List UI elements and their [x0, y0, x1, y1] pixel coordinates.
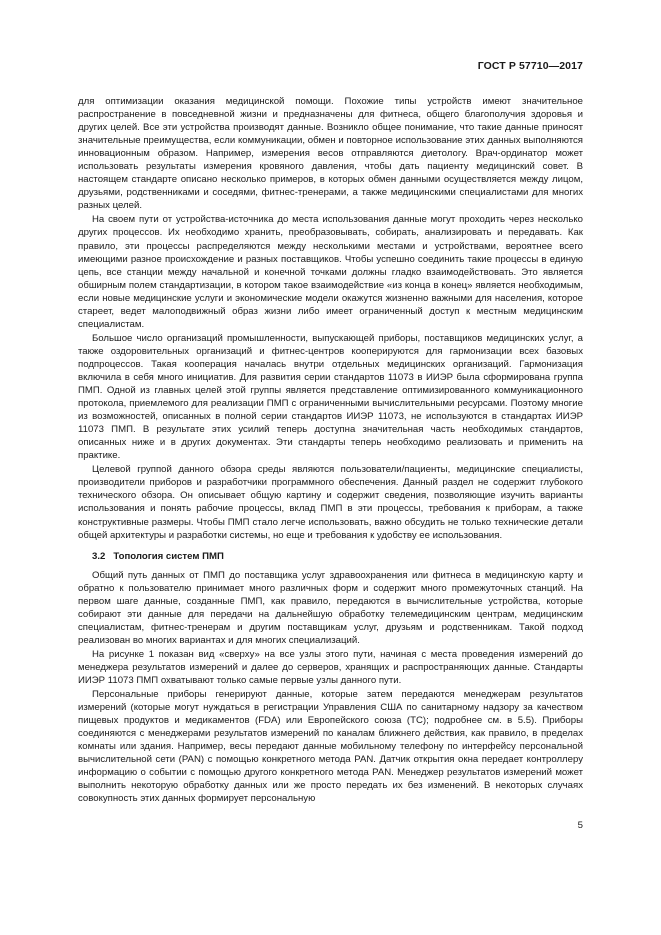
section-title: Топология систем ПМП — [113, 550, 224, 562]
page-number: 5 — [577, 820, 583, 831]
paragraph: На рисунке 1 показан вид «сверху» на все узлы этого пути, начиная с места проведения измерений до менеджера результатов измерений и далее до серверов, хранящих и распространяющих данные. Стандарты ИИЭР 11073 ПМП охватывают только самые первые узлы данного пути. — [78, 648, 583, 686]
document-code: ГОСТ Р 57710—2017 — [477, 60, 583, 72]
paragraph: На своем пути от устройства-источника до места использования данные могут проходить через несколько других процессов. Их необходимо хранить, преобразовывать, собирать, анализировать и передавать. Как правило, эти процессы распределяются между несколькими местами и устройствами, вероятнее всего имеющими разное происхождение и разных поставщиков. Чтобы успешно соединить такие процессы в единую цепь, все станции между начальной и конечной точками должны гладко взаимодействовать. Это является обширным полем стандартизации, в котором такое взаимодействие «из конца в конец» является необходимым, если новые медицинские услуги и экономические модели окажутся жизненно важными для населения, которое стареет, ведет малоподвижный образ жизни либо имеет ограниченный доступ к местным медицинским специалистам. — [78, 214, 583, 330]
paragraph: для оптимизации оказания медицинской помощи. Похожие типы устройств имеют значительное распространение в повседневной жизни и предназначены для фитнеса, общего благополучия здоровья и других целей. Все эти устройства производят данные. Возникло общее понимание, что такие данные приносят значительные преимущества, если коммуникации, обмен и повторное использование этих данных выполняются инновационным образом. Например, измерения весов отправляются диетологу. Врач-ординатор может использовать результаты измерения кровяного давления, чтобы дать пациенту медицинский совет. В настоящем стандарте описано несколько примеров, в которых обмен данными осуществляется между лицом, друзьями, родственниками и соседями, фитнес-тренерами, а также медицинскими специалистами для многих разных целей. — [78, 96, 583, 212]
section-heading — [92, 550, 583, 563]
paragraph: Целевой группой данного обзора среды являются пользователи/пациенты, медицинские специалисты, производители приборов и разработчики программного обеспечения. Данный раздел не содержит глубокого технического обзора. Он описывает общую картину и содержит сведения, позволяющие изучить варианты использования и понять рабочие процессы, вклад ПМП в эти процессы, требования к приборам, а также конструктивные размеры. Чтобы ПМП стало легче использовать, важно обсудить не только технические детали общей архитектуры и разработки системы, но еще и требования к удобству ее использования. — [78, 464, 583, 541]
paragraph: Общий путь данных от ПМП до поставщика услуг здравоохранения или фитнеса в медицинскую карту и обратно к пользователю принимает много различных форм и содержит много промежуточных станций. На первом шаге данные, созданные ПМП, как правило, передаются в вычислительные устройства, которые собирают эти данные для передачи на дальнейшую обработку телемедицинским центрам, медицинским специалистам, фитнес-тренерам и другим поставщикам услуг, друзьям и родственникам. Такой подход реализован во многих вариантах и для многих специализаций. — [78, 569, 583, 646]
document-body — [78, 95, 583, 805]
paragraph: Большое число организаций промышленности, выпускающей приборы, поставщиков медицинских услуг, а также оздоровительных организаций и фитнес-центров кооперируются для гармонизации всех базовых подпроцессов. Такая кооперация началась внутри отдельных медицинских организаций. Гармонизация включила в себя много инициатив. Для развития серии стандартов 11073 в ИИЭР была сформирована группа ПМП. Одной из главных целей этой группы является представление оптимизированного коммуникационного протокола, приемлемого для реализации ПМП с ограниченными вычислительными ресурсами. Поэтому многие из возможностей, описанных в полной серии стандартов ИИЭР 11073, не используются в стандартах ИИЭР 11073 ПМП. В результате этих усилий теперь доступна значительная часть необходимых стандартов, описанных ниже и в других документах. Эти стандарты теперь необходимо реализовать и применить на практике. — [78, 332, 583, 462]
paragraph: Персональные приборы генерируют данные, которые затем передаются менеджерам результатов измерений (которые могут нуждаться в регистрации Управления США по санитарному надзору за качеством пищевых продуктов и медикаментов (FDA) или Европейского союза (ТС); подробнее см. в 5.5). Приборы соединяются с менеджерами результатов измерений по каналам ближнего действия, как правило, в пределах комнаты или здания. Например, весы передают данные мобильному телефону по интерфейсу персональной вычислительной сети (PAN) с помощью конкретного метода PAN. Датчик открытия окна передает контроллеру информацию о событии с помощью другого конкретного метода PAN. Менеджер результатов измерений может выполнить некоторую обработку данных или же просто передать их без изменений. В некоторых случаях совокупность этих данных формирует персональную — [78, 689, 583, 805]
section-number: 3.2 — [92, 550, 106, 562]
